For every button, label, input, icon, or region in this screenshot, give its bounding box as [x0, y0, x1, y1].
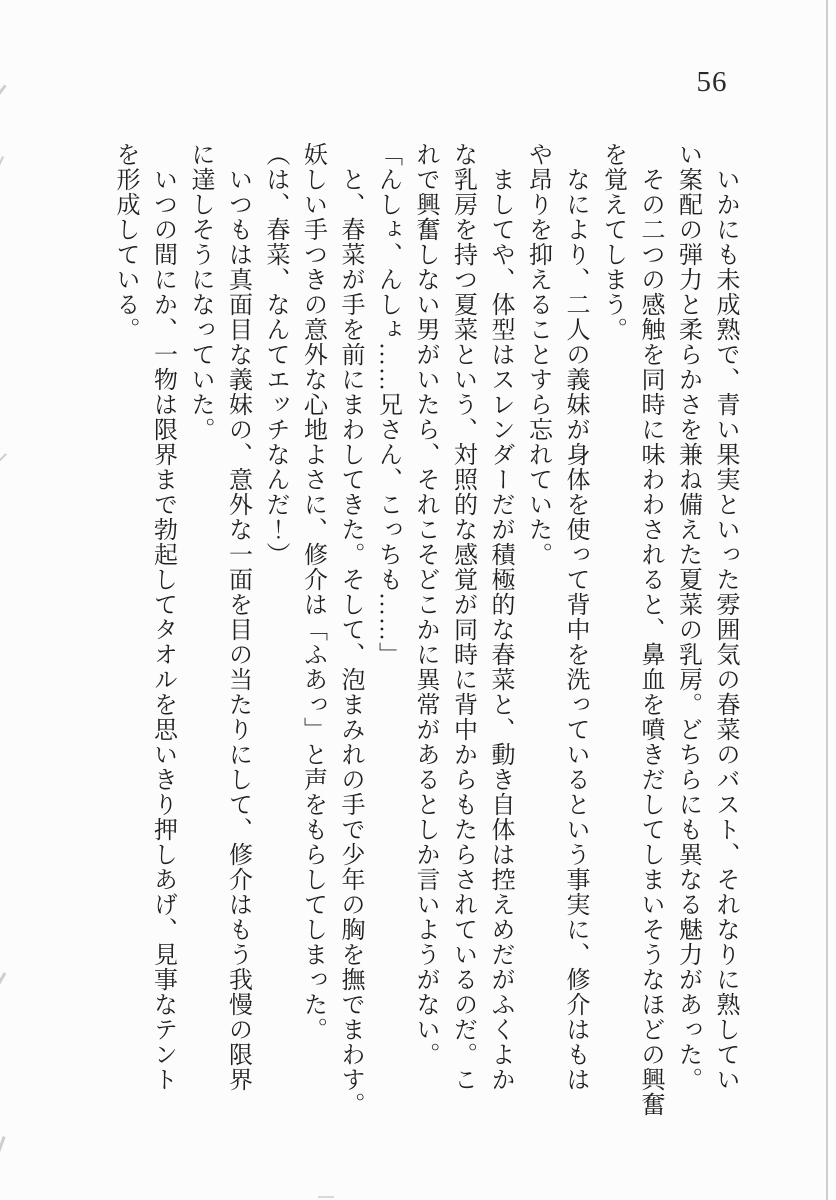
text-line: や昂りを抑えることすら忘れていた。: [524, 142, 551, 567]
scan-artifact: [0, 156, 4, 166]
page-edge-line: [826, 0, 828, 1200]
scan-artifact: [0, 1136, 6, 1152]
page-number: 56: [696, 66, 728, 98]
scan-artifact: [0, 84, 7, 96]
text-line: その二つの感触を同時に味わわされると、鼻血を噴きだしてしまいそうなほどの興奮: [637, 142, 663, 1117]
text-line: に達しそうになっていた。: [187, 142, 213, 442]
text-line: を形成している。: [112, 142, 138, 342]
text-line: いかにも未成熟で、青い果実といった雰囲気の春菜のバスト、それなりに熟してい: [712, 142, 738, 1092]
scan-artifact: [318, 1196, 334, 1198]
text-block: [106, 142, 744, 1117]
text-line: いつの間にか、一物は限界まで勃起してタオルを思いきり押しあげ、見事なテント: [149, 142, 176, 1092]
text-line: （は、春菜、なんてエッチなんだ！）: [262, 142, 288, 567]
text-line: 妖しい手つきの意外な心地よさに、修介は「ふあっ」と声をもらしてしまった。: [299, 142, 326, 1042]
text-line: と、春菜が手を前にまわしてきた。そして、泡まみれの手で少年の胸を撫でまわす。: [337, 142, 363, 1117]
text-line: な乳房を持つ夏菜という、対照的な感覚が同時に背中からもたらされているのだ。こ: [449, 142, 476, 1092]
text-line: い案配の弾力と柔らかさを兼ね備えた夏菜の乳房。どちらにも異なる魅力があった。: [674, 142, 701, 1092]
text-line: いつもは真面目な義妹の、意外な一面を目の当たりにして、修介はもう我慢の限界: [224, 142, 251, 1092]
text-line: なにより、二人の義妹が身体を使って背中を洗っているという事実に、修介はもは: [562, 142, 588, 1092]
text-line: れで興奮しない男がいたら、それこそどこかに異常があるとしか言いようがない。: [412, 142, 438, 1067]
text-line: を覚えてしまう。: [599, 142, 626, 342]
text-line: ましてや、体型はスレンダーだが積極的な春菜と、動き自体は控えめだがふくよか: [487, 142, 513, 1092]
text-line: 「んしょ、んしょ……兄さん、こっちも……」: [374, 142, 401, 667]
scan-artifact: [0, 972, 6, 986]
scan-artifact: [0, 453, 7, 463]
